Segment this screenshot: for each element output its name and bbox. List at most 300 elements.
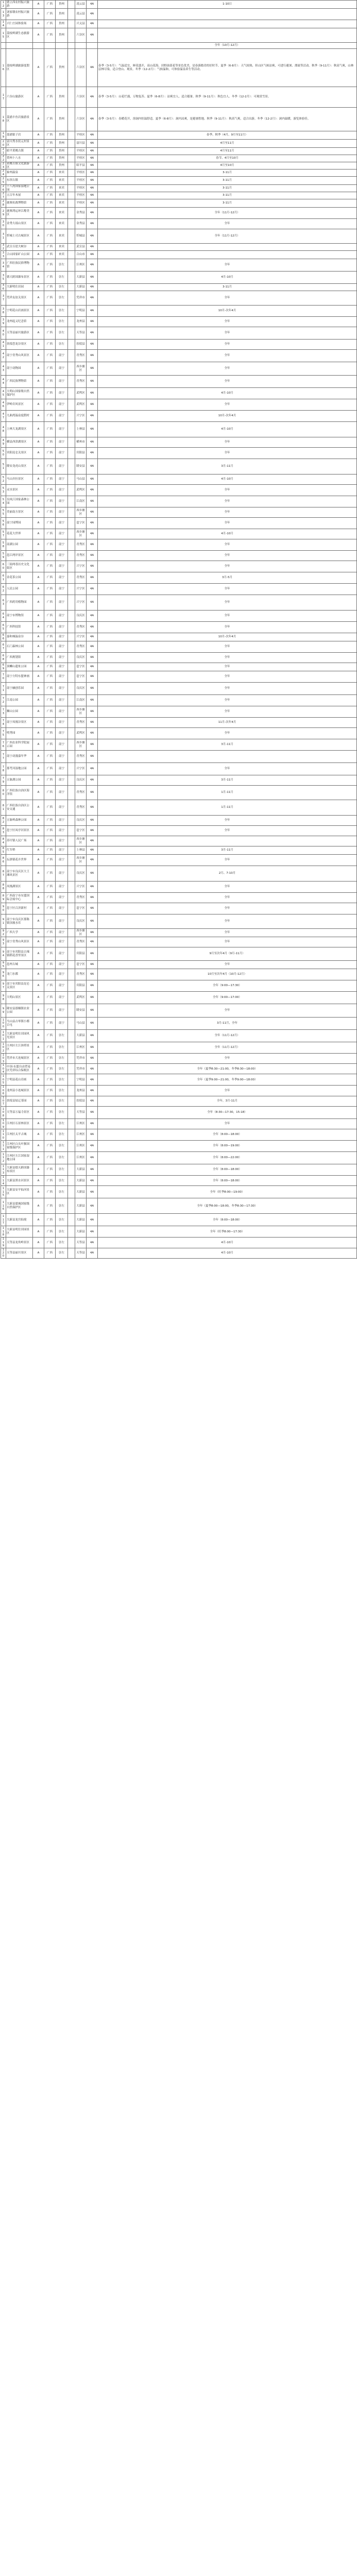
province-cell: 广西 — [44, 800, 56, 816]
row-number-cell: 7 5 — [1, 728, 6, 739]
best-season-cell: 全年（8:00—18:00） — [98, 1214, 357, 1226]
row-number-cell: 1 1 8 — [1, 1226, 6, 1238]
grade-cell: A — [33, 219, 44, 229]
level-cell: 4A — [87, 170, 98, 177]
grade-cell: A — [33, 284, 44, 291]
blank-cell — [68, 1042, 75, 1054]
province-cell: 广西 — [44, 291, 56, 306]
scenic-spot-name-cell: 南宁市博物馆 — [6, 611, 33, 622]
province-cell: 广西 — [44, 170, 56, 177]
blank-cell — [68, 992, 75, 1004]
row-number-cell: 3 9 — [1, 317, 6, 327]
province-cell: 广西 — [44, 1164, 56, 1176]
blank-cell — [68, 155, 75, 162]
blank-cell — [68, 800, 75, 816]
row-number-cell: 7 7 — [1, 751, 6, 763]
grade-cell: A — [33, 518, 44, 529]
city-cell: 南宁 — [56, 836, 68, 846]
grade-cell: A — [33, 1141, 44, 1152]
province-cell: 广西 — [44, 663, 56, 671]
county-cell: 平桂区 — [75, 155, 87, 162]
row-number-cell: 1 1 1 — [1, 1141, 6, 1152]
row-number-cell: 1 6 — [1, 49, 6, 87]
city-cell: 来宾 — [56, 177, 68, 185]
scenic-spot-name-cell: 德天跨国瀑布景区 — [6, 272, 33, 284]
province-cell: 广西 — [44, 108, 56, 131]
grade-cell: A — [33, 1030, 44, 1042]
scenic-spot-name-cell: 天等县丽川旅游区 — [6, 327, 33, 340]
county-cell: 西乡塘区 — [75, 507, 87, 518]
best-season-cell: 全年 — [98, 1086, 357, 1096]
level-cell: 4A — [87, 929, 98, 937]
city-cell: 南宁 — [56, 728, 68, 739]
scenic-spot-name-cell: 南宁青秀山风景区 — [6, 937, 33, 947]
blank-cell — [68, 980, 75, 992]
table-row — [1, 1054, 357, 1064]
city-cell: 南宁 — [56, 763, 68, 775]
best-season-cell: 全年（10月-12月） — [98, 43, 357, 49]
level-cell: 4A — [87, 671, 98, 683]
blank-cell — [68, 836, 75, 846]
scenic-spot-name-cell: 五百年木屋 — [6, 192, 33, 199]
city-cell: 贵州 — [56, 140, 68, 148]
level-cell: 4A — [87, 1096, 98, 1106]
scenic-spot-name-cell: 上林大龙湖景区 — [6, 422, 33, 437]
level-cell: 4A — [87, 611, 98, 622]
city-cell — [56, 43, 68, 49]
level-cell: 4A — [87, 695, 98, 706]
grade-cell: A — [33, 663, 44, 671]
county-cell — [75, 43, 87, 49]
best-season-cell: 4月-10月 — [98, 272, 357, 284]
row-number-cell: 7 6 — [1, 739, 6, 751]
blank-cell — [68, 131, 75, 140]
grade-cell: A — [33, 1018, 44, 1030]
grade-cell: A — [33, 572, 44, 584]
city-cell: 南宁 — [56, 947, 68, 961]
county-cell: 江州区 — [75, 259, 87, 272]
best-season-cell: 4月-10月 — [98, 1248, 357, 1258]
table-row — [1, 291, 357, 306]
row-number-cell: 6 4 — [1, 611, 6, 622]
best-season-cell: 全年 — [98, 437, 357, 448]
county-cell: 马山县 — [75, 1018, 87, 1030]
grade-cell: A — [33, 961, 44, 969]
city-cell: 来宾 — [56, 251, 68, 259]
row-number-cell: 1 4 — [1, 20, 6, 28]
scenic-spot-name-cell: 荔枝岭湖旅游度假区 — [6, 49, 33, 87]
best-season-cell: 全年 — [98, 350, 357, 362]
best-season-cell: 全年（9:00—17:00） — [98, 992, 357, 1004]
row-number-cell: 4 4 — [1, 376, 6, 388]
province-cell: 广西 — [44, 641, 56, 653]
county-cell: 江州区 — [75, 1129, 87, 1141]
table-row — [1, 1074, 357, 1086]
blank-cell — [68, 1106, 75, 1118]
scenic-spot-name-cell: 大新县明仕田园风光景区 — [6, 1030, 33, 1042]
best-season-cell: 2月、7-10月 — [98, 866, 357, 882]
row-number-cell: 7 2 — [1, 695, 6, 706]
province-cell: 广西 — [44, 992, 56, 1004]
best-season-cell: 全年（8:00—18:00） — [98, 1176, 357, 1186]
county-cell: 青秀区 — [75, 622, 87, 633]
county-cell: 大新县 — [75, 1198, 87, 1214]
county-cell: 兴义县 — [75, 20, 87, 28]
scenic-spot-name-cell: 五象岭森林公园 — [6, 816, 33, 826]
table-row — [1, 683, 357, 695]
table-row — [1, 695, 357, 706]
table-row — [1, 507, 357, 518]
blank-cell — [68, 485, 75, 496]
best-season-cell: 全年 — [98, 539, 357, 551]
best-season-cell: 全年（旺季8:00—19:00） — [98, 1186, 357, 1198]
row-number-cell: 1 0 8 — [1, 1106, 6, 1118]
table-row — [1, 1238, 357, 1248]
table-row — [1, 1096, 357, 1106]
scenic-spot-name-cell: 龙州县小连城景区 — [6, 1086, 33, 1096]
table-row — [1, 1198, 357, 1214]
table-row — [1, 518, 357, 529]
scenic-spot-name-cell: 凭祥友谊关景区 — [6, 291, 33, 306]
table-row — [1, 28, 357, 43]
province-cell: 广西 — [44, 633, 56, 641]
table-row — [1, 185, 357, 192]
city-cell: 崇左 — [56, 259, 68, 272]
blank-cell — [68, 496, 75, 507]
province-cell: 广西 — [44, 1198, 56, 1214]
scenic-spot-name-cell: 隆安龙虎山景区 — [6, 459, 33, 474]
level-cell: 4A — [87, 437, 98, 448]
county-cell: 邕宁区 — [75, 961, 87, 969]
province-cell: 广西 — [44, 846, 56, 855]
row-number-cell: 7 8 — [1, 763, 6, 775]
city-cell: 南宁 — [56, 903, 68, 914]
scenic-spot-name-cell — [6, 43, 33, 49]
scenic-spot-name-cell: 江州区左江国家湿地公园 — [6, 1152, 33, 1164]
table-row — [1, 272, 357, 284]
province-cell: 广西 — [44, 1074, 56, 1086]
level-cell: 4A — [87, 448, 98, 459]
grade-cell: A — [33, 291, 44, 306]
best-season-cell: 全年 — [98, 518, 357, 529]
scenic-spot-name-cell: 苏圩镇人民广场 — [6, 836, 33, 846]
county-cell: 江州区 — [75, 1141, 87, 1152]
blank-cell — [68, 539, 75, 551]
scenic-spot-name-cell: 江州区石景林景区 — [6, 1118, 33, 1129]
province-cell: 广西 — [44, 1106, 56, 1118]
province-cell: 广西 — [44, 751, 56, 763]
province-cell: 广西 — [44, 306, 56, 317]
row-number-cell: 9 9 — [1, 1004, 6, 1018]
scenic-spot-name-cell: 大新县德天跨国瀑布景区 — [6, 1164, 33, 1176]
province-cell: 广西 — [44, 1054, 56, 1064]
county-cell: 良庆区 — [75, 914, 87, 929]
city-cell: 贵州 — [56, 87, 68, 108]
row-number-cell: 8 6 — [1, 855, 6, 866]
blank-cell — [68, 961, 75, 969]
city-cell: 崇左 — [56, 1186, 68, 1198]
grade-cell: A — [33, 992, 44, 1004]
table-row — [1, 496, 357, 507]
table-row — [1, 786, 357, 800]
level-cell: 4A — [87, 28, 98, 43]
level-cell: 4A — [87, 739, 98, 751]
row-number-cell: 1 3 — [1, 9, 6, 20]
province-cell: 广西 — [44, 786, 56, 800]
city-cell: 南宁 — [56, 1004, 68, 1018]
grade-cell: A — [33, 561, 44, 572]
city-cell: 南宁 — [56, 980, 68, 992]
county-cell: 江南区 — [75, 496, 87, 507]
province-cell: 广西 — [44, 816, 56, 826]
table-row — [1, 376, 357, 388]
grade-cell: A — [33, 185, 44, 192]
best-season-cell: 全年 — [98, 622, 357, 633]
blank-cell — [68, 529, 75, 539]
city-cell: 来宾 — [56, 229, 68, 244]
best-season-cell: 10月-次年4月 — [98, 633, 357, 641]
scenic-spot-name-cell: 凤凰湖景区 — [6, 882, 33, 893]
row-number-cell: 2 5 — [1, 177, 6, 185]
county-cell: 青秀区 — [75, 572, 87, 584]
level-cell: 4A — [87, 399, 98, 411]
province-cell: 广西 — [44, 1030, 56, 1042]
level-cell: 4A — [87, 162, 98, 170]
row-number-cell: 8 4 — [1, 836, 6, 846]
province-cell: 广西 — [44, 340, 56, 350]
level-cell: 4A — [87, 633, 98, 641]
scenic-spot-name-cell: 忻城土司古城景区 — [6, 229, 33, 244]
row-number-cell: 9 5 — [1, 961, 6, 969]
city-cell: 南宁 — [56, 572, 68, 584]
grade-cell: A — [33, 866, 44, 882]
blank-cell — [68, 229, 75, 244]
best-season-cell: 全年 — [98, 219, 357, 229]
province-cell: 广西 — [44, 855, 56, 866]
level-cell: 4A — [87, 1164, 98, 1176]
blank-cell — [68, 148, 75, 155]
table-row — [1, 399, 357, 411]
province-cell: 广西 — [44, 1186, 56, 1198]
province-cell: 广西 — [44, 388, 56, 399]
city-cell: 来宾 — [56, 170, 68, 177]
grade-cell: A — [33, 1054, 44, 1064]
province-cell: 广西 — [44, 561, 56, 572]
scenic-spot-name-cell: 邕州古城 — [6, 961, 33, 969]
level-cell: 4A — [87, 641, 98, 653]
blank-cell — [68, 728, 75, 739]
row-number-cell: 2 9 — [1, 208, 6, 219]
county-cell: 大新县 — [75, 1214, 87, 1226]
best-season-cell: 春节、4月至10月 — [98, 155, 357, 162]
best-season-cell: 3-11月 — [98, 192, 357, 199]
grade-cell: A — [33, 496, 44, 507]
blank-cell — [68, 763, 75, 775]
best-season-cell: 4月-10月 — [98, 422, 357, 437]
grade-cell: A — [33, 775, 44, 786]
level-cell: 4A — [87, 1186, 98, 1198]
county-cell: 大新县 — [75, 1226, 87, 1238]
grade-cell: A — [33, 131, 44, 140]
county-cell: 平桂区 — [75, 199, 87, 208]
blank-cell — [68, 706, 75, 718]
scenic-spot-name-cell: 广西民族博物馆 — [6, 376, 33, 388]
row-number-cell: 5 5 — [1, 507, 6, 518]
level-cell: 4A — [87, 388, 98, 399]
city-cell: 崇左 — [56, 1152, 68, 1164]
row-number-cell: 4 5 — [1, 388, 6, 399]
table-row — [1, 980, 357, 992]
scenic-spot-name-cell: 宁明花山岩画景区 — [6, 306, 33, 317]
row-number-cell: 1 0 7 — [1, 1096, 6, 1106]
grade-cell: A — [33, 728, 44, 739]
scenic-spot-name-cell: 广西大学 — [6, 929, 33, 937]
blank-cell — [68, 1018, 75, 1030]
county-cell: 青秀区 — [75, 786, 87, 800]
row-number-cell: 1 0 3 — [1, 1054, 6, 1064]
grade-cell: A — [33, 448, 44, 459]
best-season-cell — [98, 9, 357, 20]
level-cell: 4A — [87, 961, 98, 969]
grade-cell: A — [33, 947, 44, 961]
grade-cell: A — [33, 1096, 44, 1106]
best-season-cell: 3月-11月 — [98, 459, 357, 474]
province-cell: 广西 — [44, 485, 56, 496]
grade-cell: A — [33, 1198, 44, 1214]
scenic-spot-name-cell: 石门森林公园 — [6, 641, 33, 653]
table-row — [1, 140, 357, 148]
county-cell: 平桂区 — [75, 192, 87, 199]
scenic-spot-name-cell: 三街两巷历史文化街区 — [6, 561, 33, 572]
level-cell: 4A — [87, 1106, 98, 1118]
county-cell: 扶绥县 — [75, 1096, 87, 1106]
province-cell: 广西 — [44, 1042, 56, 1054]
level-cell: 4A — [87, 751, 98, 763]
table-row — [1, 1141, 357, 1152]
scenic-spot-name-cell: 金花茶公园 — [6, 572, 33, 584]
blank-cell — [68, 1118, 75, 1129]
grade-cell: A — [33, 108, 44, 131]
table-row — [1, 836, 357, 846]
county-cell: 凭祥市 — [75, 1054, 87, 1064]
city-cell: 南宁 — [56, 992, 68, 1004]
level-cell: 4A — [87, 1004, 98, 1018]
city-cell: 南宁 — [56, 695, 68, 706]
province-cell: 广西 — [44, 350, 56, 362]
row-number-cell: 1 0 1 — [1, 1030, 6, 1042]
county-cell: 金秀县 — [75, 219, 87, 229]
grade-cell: A — [33, 641, 44, 653]
city-cell: 南宁 — [56, 683, 68, 695]
blank-cell — [68, 43, 75, 49]
county-cell: 天等县 — [75, 327, 87, 340]
level-cell: 4A — [87, 108, 98, 131]
blank-cell — [68, 611, 75, 622]
grade-cell: A — [33, 816, 44, 826]
province-cell: 广西 — [44, 199, 56, 208]
level-cell: 4A — [87, 992, 98, 1004]
grade-cell: A — [33, 706, 44, 718]
scenic-spot-name-cell: 伊岭岩风景区 — [6, 399, 33, 411]
blank-cell — [68, 663, 75, 671]
blank-cell — [68, 1152, 75, 1164]
level-cell: 4A — [87, 49, 98, 87]
city-cell: 崇左 — [56, 1248, 68, 1258]
county-cell: 良庆区 — [75, 775, 87, 786]
province-cell: 广西 — [44, 961, 56, 969]
blank-cell — [68, 108, 75, 131]
county-cell: 武鸣区 — [75, 388, 87, 399]
best-season-cell: 全年 — [98, 893, 357, 903]
row-number-cell: 3 6 — [1, 284, 6, 291]
province-cell: 广西 — [44, 584, 56, 595]
province-cell: 广西 — [44, 1118, 56, 1129]
grade-cell: A — [33, 170, 44, 177]
scenic-spot-name-cell: 五象湖公园 — [6, 775, 33, 786]
city-cell: 南宁 — [56, 663, 68, 671]
level-cell: 4A — [87, 826, 98, 836]
scenic-spot-name-cell: 邕宁区百济新村 — [6, 903, 33, 914]
row-number-cell: 6 9 — [1, 663, 6, 671]
grade-cell: A — [33, 751, 44, 763]
level-cell: 4A — [87, 1086, 98, 1096]
row-number-cell: 2 3 — [1, 162, 6, 170]
blank-cell — [68, 422, 75, 437]
best-season-cell: 全年（9:00—17:30） — [98, 980, 357, 992]
row-number-cell: 6 7 — [1, 641, 6, 653]
blank-cell — [68, 1226, 75, 1238]
scenic-spot-name-cell: 荔浦银子岩 — [6, 131, 33, 140]
scenic-spot-name-cell: 大新县黑水河景区 — [6, 1176, 33, 1186]
county-cell: 青秀区 — [75, 800, 87, 816]
city-cell: 贵州 — [56, 9, 68, 20]
scenic-spot-name-cell: 刘家墩农村振兴旅游 — [6, 9, 33, 20]
grade-cell: A — [33, 388, 44, 399]
county-cell: 青秀区 — [75, 350, 87, 362]
row-number-cell: 3 1 — [1, 229, 6, 244]
province-cell: 广西 — [44, 937, 56, 947]
province-cell: 广西 — [44, 914, 56, 929]
best-season-cell — [98, 751, 357, 763]
row-number-cell: 1 1 5 — [1, 1186, 6, 1198]
scenic-spot-name-cell: 扶绥县姑辽茶园 — [6, 1096, 33, 1106]
province-cell: 广西 — [44, 572, 56, 584]
grade-cell: A — [33, 1226, 44, 1238]
best-season-cell: 全年 — [98, 496, 357, 507]
blank-cell — [68, 340, 75, 350]
table-row — [1, 388, 357, 399]
blank-cell — [68, 855, 75, 866]
level-cell: 4A — [87, 229, 98, 244]
blank-cell — [68, 259, 75, 272]
best-season-cell: 3-11月 — [98, 170, 357, 177]
county-cell: 凌云县 — [75, 9, 87, 20]
table-row — [1, 595, 357, 611]
best-season-cell: 全年（旺季8:00—17:30） — [98, 1226, 357, 1238]
county-cell: 良庆区 — [75, 683, 87, 695]
best-season-cell: 全年 — [98, 663, 357, 671]
city-cell: 崇左 — [56, 306, 68, 317]
row-number-cell: 5 2 — [1, 474, 6, 485]
city-cell: 崇左 — [56, 1226, 68, 1238]
level-cell: 4A — [87, 327, 98, 340]
county-cell: 龙州县 — [75, 317, 87, 327]
scenic-spot-name-cell: 南宁市良庆区大王滩风景区 — [6, 866, 33, 882]
best-season-cell: 4月-10月 — [98, 1238, 357, 1248]
best-season-cell: 全年（8:00—18:00） — [98, 1164, 357, 1176]
scenic-spot-name-cell: 南宁动物园 — [6, 362, 33, 376]
level-cell: 4A — [87, 728, 98, 739]
